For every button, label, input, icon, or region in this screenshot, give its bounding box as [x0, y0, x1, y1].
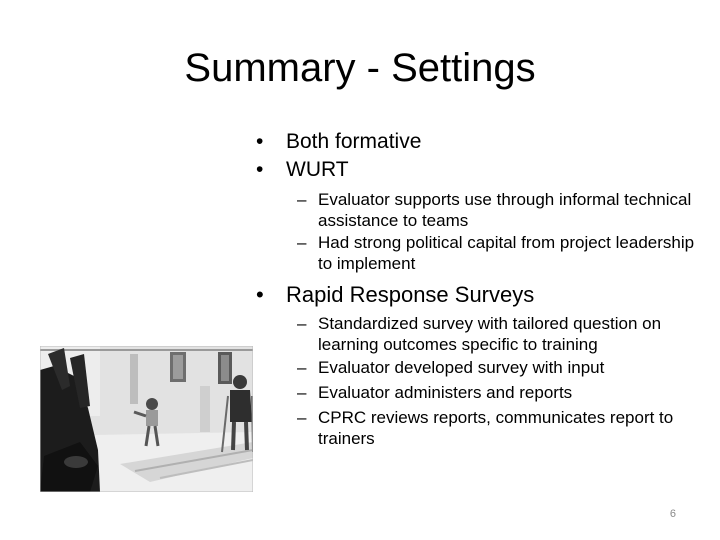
sub-bullet-text: Standardized survey with tailored question on learning outcomes specific to training — [318, 314, 662, 354]
dash-marker: – — [297, 358, 307, 377]
bullet-dot: • — [256, 282, 264, 307]
sub-bullet-item — [256, 382, 696, 403]
sub-bullet-text: Evaluator administers and reports — [318, 383, 573, 402]
slide-title: Summary - Settings — [184, 46, 536, 90]
bullet-dot: • — [256, 130, 264, 153]
bullet-item — [256, 156, 696, 184]
bullet-text: WURT — [286, 158, 349, 181]
sub-bullet-item — [256, 232, 696, 274]
sub-bullet-item — [256, 407, 696, 449]
bullet-list — [256, 128, 696, 449]
dash-marker: – — [297, 314, 307, 333]
sub-bullet-item — [256, 189, 696, 231]
sub-bullet-text: Evaluator supports use through informal technical assistance to teams — [318, 190, 692, 230]
bullet-text: Both formative — [286, 130, 422, 153]
street-scene-photo — [40, 346, 253, 492]
dash-marker: – — [297, 233, 307, 252]
sub-bullet-text: Had strong political capital from project leadership to implement — [318, 233, 695, 273]
bullet-item — [256, 128, 696, 156]
bullet-text: Rapid Response Surveys — [286, 282, 535, 307]
dash-marker: – — [297, 383, 307, 402]
sub-bullet-text: Evaluator developed survey with input — [318, 358, 605, 377]
sub-bullet-item — [256, 357, 696, 378]
dash-marker: – — [297, 190, 307, 209]
bullet-dot: • — [256, 158, 264, 181]
sub-bullet-item — [256, 313, 696, 355]
page-number: 6 — [669, 508, 676, 520]
dash-marker: – — [297, 408, 307, 427]
bullet-item — [256, 280, 696, 310]
sub-bullet-text: CPRC reviews reports, communicates report to trainers — [318, 408, 674, 448]
